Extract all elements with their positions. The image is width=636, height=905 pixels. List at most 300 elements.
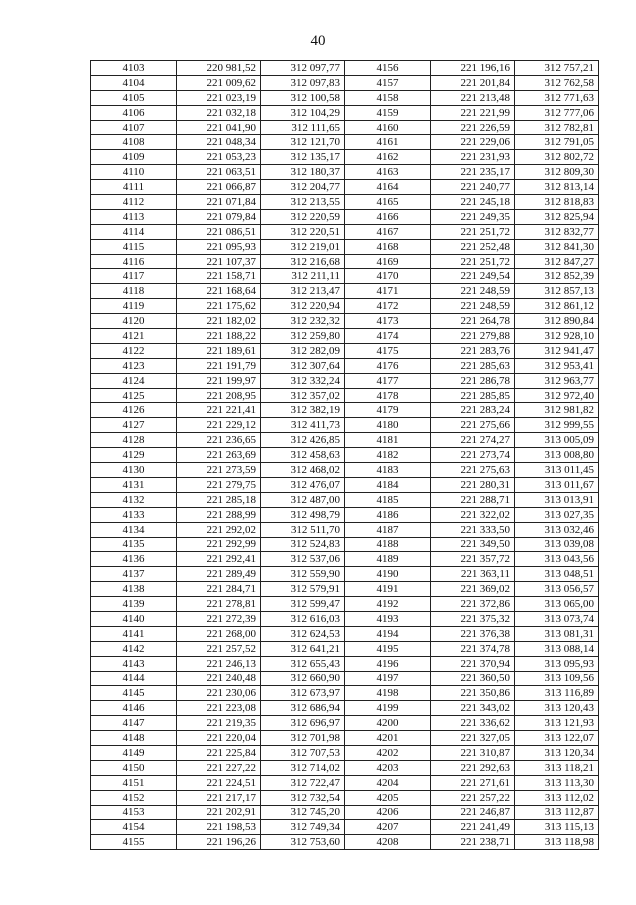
x-coordinate-cell: 221 238,71 <box>431 835 515 850</box>
x-coordinate-cell: 221 227,22 <box>177 760 261 775</box>
y-coordinate-cell: 312 660,90 <box>261 671 345 686</box>
point-number-cell: 4208 <box>345 835 431 850</box>
x-coordinate-cell: 221 095,93 <box>177 239 261 254</box>
y-coordinate-cell: 312 097,83 <box>261 75 345 90</box>
point-number-cell: 4103 <box>91 61 177 76</box>
x-coordinate-cell: 221 273,59 <box>177 463 261 478</box>
y-coordinate-cell: 312 524,83 <box>261 537 345 552</box>
x-coordinate-cell: 221 208,95 <box>177 388 261 403</box>
x-coordinate-cell: 221 248,59 <box>431 299 515 314</box>
x-coordinate-cell: 221 289,49 <box>177 567 261 582</box>
point-number-cell: 4201 <box>345 731 431 746</box>
point-number-cell: 4183 <box>345 463 431 478</box>
point-number-cell: 4142 <box>91 641 177 656</box>
point-number-cell: 4109 <box>91 150 177 165</box>
point-number-cell: 4159 <box>345 105 431 120</box>
table-row <box>91 671 599 686</box>
x-coordinate-cell: 221 245,18 <box>431 195 515 210</box>
x-coordinate-cell: 221 283,76 <box>431 343 515 358</box>
x-coordinate-cell: 221 079,84 <box>177 209 261 224</box>
table-row <box>91 463 599 478</box>
table-row <box>91 611 599 626</box>
x-coordinate-cell: 221 278,81 <box>177 597 261 612</box>
table-row <box>91 731 599 746</box>
y-coordinate-cell: 312 749,34 <box>261 820 345 835</box>
point-number-cell: 4163 <box>345 165 431 180</box>
x-coordinate-cell: 221 360,50 <box>431 671 515 686</box>
y-coordinate-cell: 312 745,20 <box>261 805 345 820</box>
point-number-cell: 4164 <box>345 180 431 195</box>
point-number-cell: 4194 <box>345 626 431 641</box>
table-row <box>91 477 599 492</box>
table-row <box>91 299 599 314</box>
x-coordinate-cell: 221 223,08 <box>177 701 261 716</box>
y-coordinate-cell: 312 782,81 <box>515 120 599 135</box>
point-number-cell: 4190 <box>345 567 431 582</box>
point-number-cell: 4134 <box>91 522 177 537</box>
y-coordinate-cell: 312 953,41 <box>515 358 599 373</box>
point-number-cell: 4169 <box>345 254 431 269</box>
y-coordinate-cell: 312 307,64 <box>261 358 345 373</box>
table-row <box>91 150 599 165</box>
x-coordinate-cell: 221 349,50 <box>431 537 515 552</box>
y-coordinate-cell: 312 382,19 <box>261 403 345 418</box>
point-number-cell: 4125 <box>91 388 177 403</box>
y-coordinate-cell: 312 232,32 <box>261 314 345 329</box>
y-coordinate-cell: 312 941,47 <box>515 343 599 358</box>
y-coordinate-cell: 312 928,10 <box>515 329 599 344</box>
x-coordinate-cell: 221 246,87 <box>431 805 515 820</box>
table-row <box>91 195 599 210</box>
point-number-cell: 4182 <box>345 448 431 463</box>
y-coordinate-cell: 313 109,56 <box>515 671 599 686</box>
point-number-cell: 4120 <box>91 314 177 329</box>
y-coordinate-cell: 312 701,98 <box>261 731 345 746</box>
y-coordinate-cell: 312 180,37 <box>261 165 345 180</box>
point-number-cell: 4200 <box>345 716 431 731</box>
point-number-cell: 4128 <box>91 433 177 448</box>
x-coordinate-cell: 221 249,54 <box>431 269 515 284</box>
y-coordinate-cell: 312 981,82 <box>515 403 599 418</box>
x-coordinate-cell: 221 189,61 <box>177 343 261 358</box>
x-coordinate-cell: 221 285,85 <box>431 388 515 403</box>
point-number-cell: 4122 <box>91 343 177 358</box>
table-row <box>91 239 599 254</box>
point-number-cell: 4146 <box>91 701 177 716</box>
x-coordinate-cell: 221 310,87 <box>431 745 515 760</box>
x-coordinate-cell: 221 292,99 <box>177 537 261 552</box>
coordinates-table-body <box>91 61 599 850</box>
point-number-cell: 4153 <box>91 805 177 820</box>
y-coordinate-cell: 312 813,14 <box>515 180 599 195</box>
x-coordinate-cell: 221 375,32 <box>431 611 515 626</box>
x-coordinate-cell: 221 213,48 <box>431 90 515 105</box>
x-coordinate-cell: 221 241,49 <box>431 820 515 835</box>
point-number-cell: 4157 <box>345 75 431 90</box>
point-number-cell: 4177 <box>345 373 431 388</box>
point-number-cell: 4155 <box>91 835 177 850</box>
y-coordinate-cell: 313 113,30 <box>515 775 599 790</box>
y-coordinate-cell: 312 847,27 <box>515 254 599 269</box>
x-coordinate-cell: 221 363,11 <box>431 567 515 582</box>
x-coordinate-cell: 221 182,02 <box>177 314 261 329</box>
y-coordinate-cell: 313 073,74 <box>515 611 599 626</box>
point-number-cell: 4198 <box>345 686 431 701</box>
y-coordinate-cell: 312 696,97 <box>261 716 345 731</box>
y-coordinate-cell: 312 104,29 <box>261 105 345 120</box>
point-number-cell: 4148 <box>91 731 177 746</box>
x-coordinate-cell: 221 285,18 <box>177 492 261 507</box>
y-coordinate-cell: 312 357,02 <box>261 388 345 403</box>
table-row <box>91 388 599 403</box>
x-coordinate-cell: 221 041,90 <box>177 120 261 135</box>
point-number-cell: 4149 <box>91 745 177 760</box>
y-coordinate-cell: 313 032,46 <box>515 522 599 537</box>
x-coordinate-cell: 221 063,51 <box>177 165 261 180</box>
y-coordinate-cell: 313 112,87 <box>515 805 599 820</box>
x-coordinate-cell: 221 357,72 <box>431 552 515 567</box>
x-coordinate-cell: 221 284,71 <box>177 582 261 597</box>
table-row <box>91 135 599 150</box>
table-row <box>91 254 599 269</box>
point-number-cell: 4176 <box>345 358 431 373</box>
point-number-cell: 4108 <box>91 135 177 150</box>
point-number-cell: 4129 <box>91 448 177 463</box>
table-row <box>91 582 599 597</box>
y-coordinate-cell: 313 118,98 <box>515 835 599 850</box>
table-row <box>91 626 599 641</box>
y-coordinate-cell: 312 771,63 <box>515 90 599 105</box>
point-number-cell: 4158 <box>345 90 431 105</box>
x-coordinate-cell: 221 107,37 <box>177 254 261 269</box>
page-number: 40 <box>310 33 326 49</box>
point-number-cell: 4126 <box>91 403 177 418</box>
point-number-cell: 4166 <box>345 209 431 224</box>
y-coordinate-cell: 313 115,13 <box>515 820 599 835</box>
x-coordinate-cell: 221 251,72 <box>431 254 515 269</box>
point-number-cell: 4131 <box>91 477 177 492</box>
point-number-cell: 4204 <box>345 775 431 790</box>
y-coordinate-cell: 313 048,51 <box>515 567 599 582</box>
point-number-cell: 4199 <box>345 701 431 716</box>
x-coordinate-cell: 221 032,18 <box>177 105 261 120</box>
table-row <box>91 567 599 582</box>
y-coordinate-cell: 312 841,30 <box>515 239 599 254</box>
x-coordinate-cell: 221 279,88 <box>431 329 515 344</box>
x-coordinate-cell: 221 240,77 <box>431 180 515 195</box>
x-coordinate-cell: 221 229,12 <box>177 418 261 433</box>
x-coordinate-cell: 221 285,63 <box>431 358 515 373</box>
x-coordinate-cell: 221 370,94 <box>431 656 515 671</box>
x-coordinate-cell: 221 240,48 <box>177 671 261 686</box>
y-coordinate-cell: 312 732,54 <box>261 790 345 805</box>
x-coordinate-cell: 221 224,51 <box>177 775 261 790</box>
point-number-cell: 4185 <box>345 492 431 507</box>
point-number-cell: 4193 <box>345 611 431 626</box>
table-row <box>91 224 599 239</box>
point-number-cell: 4187 <box>345 522 431 537</box>
y-coordinate-cell: 312 852,39 <box>515 269 599 284</box>
point-number-cell: 4160 <box>345 120 431 135</box>
y-coordinate-cell: 312 722,47 <box>261 775 345 790</box>
point-number-cell: 4135 <box>91 537 177 552</box>
point-number-cell: 4147 <box>91 716 177 731</box>
point-number-cell: 4119 <box>91 299 177 314</box>
x-coordinate-cell: 221 086,51 <box>177 224 261 239</box>
x-coordinate-cell: 221 225,84 <box>177 745 261 760</box>
point-number-cell: 4144 <box>91 671 177 686</box>
point-number-cell: 4206 <box>345 805 431 820</box>
y-coordinate-cell: 312 537,06 <box>261 552 345 567</box>
table-row <box>91 209 599 224</box>
y-coordinate-cell: 312 777,06 <box>515 105 599 120</box>
x-coordinate-cell: 221 188,22 <box>177 329 261 344</box>
table-row <box>91 597 599 612</box>
point-number-cell: 4180 <box>345 418 431 433</box>
point-number-cell: 4179 <box>345 403 431 418</box>
point-number-cell: 4167 <box>345 224 431 239</box>
x-coordinate-cell: 221 288,99 <box>177 507 261 522</box>
x-coordinate-cell: 221 273,74 <box>431 448 515 463</box>
point-number-cell: 4197 <box>345 671 431 686</box>
x-coordinate-cell: 221 226,59 <box>431 120 515 135</box>
y-coordinate-cell: 312 559,90 <box>261 567 345 582</box>
point-number-cell: 4186 <box>345 507 431 522</box>
point-number-cell: 4112 <box>91 195 177 210</box>
x-coordinate-cell: 221 257,22 <box>431 790 515 805</box>
coordinates-table <box>90 60 599 850</box>
y-coordinate-cell: 312 220,51 <box>261 224 345 239</box>
point-number-cell: 4152 <box>91 790 177 805</box>
point-number-cell: 4124 <box>91 373 177 388</box>
x-coordinate-cell: 221 235,17 <box>431 165 515 180</box>
x-coordinate-cell: 221 221,99 <box>431 105 515 120</box>
x-coordinate-cell: 221 071,84 <box>177 195 261 210</box>
point-number-cell: 4132 <box>91 492 177 507</box>
x-coordinate-cell: 221 333,50 <box>431 522 515 537</box>
x-coordinate-cell: 221 279,75 <box>177 477 261 492</box>
point-number-cell: 4121 <box>91 329 177 344</box>
table-row <box>91 165 599 180</box>
x-coordinate-cell: 221 196,26 <box>177 835 261 850</box>
table-row <box>91 418 599 433</box>
y-coordinate-cell: 312 999,55 <box>515 418 599 433</box>
x-coordinate-cell: 221 350,86 <box>431 686 515 701</box>
table-row <box>91 75 599 90</box>
point-number-cell: 4172 <box>345 299 431 314</box>
point-number-cell: 4202 <box>345 745 431 760</box>
y-coordinate-cell: 312 673,97 <box>261 686 345 701</box>
x-coordinate-cell: 221 201,84 <box>431 75 515 90</box>
point-number-cell: 4161 <box>345 135 431 150</box>
y-coordinate-cell: 312 211,11 <box>261 269 345 284</box>
y-coordinate-cell: 313 056,57 <box>515 582 599 597</box>
y-coordinate-cell: 312 861,12 <box>515 299 599 314</box>
y-coordinate-cell: 312 498,79 <box>261 507 345 522</box>
x-coordinate-cell: 221 158,71 <box>177 269 261 284</box>
y-coordinate-cell: 312 135,17 <box>261 150 345 165</box>
point-number-cell: 4188 <box>345 537 431 552</box>
point-number-cell: 4162 <box>345 150 431 165</box>
x-coordinate-cell: 221 280,31 <box>431 477 515 492</box>
y-coordinate-cell: 312 753,60 <box>261 835 345 850</box>
x-coordinate-cell: 221 257,52 <box>177 641 261 656</box>
x-coordinate-cell: 221 268,00 <box>177 626 261 641</box>
y-coordinate-cell: 312 216,68 <box>261 254 345 269</box>
y-coordinate-cell: 312 825,94 <box>515 209 599 224</box>
table-row <box>91 835 599 850</box>
table-row <box>91 433 599 448</box>
point-number-cell: 4165 <box>345 195 431 210</box>
y-coordinate-cell: 312 972,40 <box>515 388 599 403</box>
point-number-cell: 4173 <box>345 314 431 329</box>
table-row <box>91 61 599 76</box>
x-coordinate-cell: 221 288,71 <box>431 492 515 507</box>
x-coordinate-cell: 221 221,41 <box>177 403 261 418</box>
y-coordinate-cell: 313 008,80 <box>515 448 599 463</box>
y-coordinate-cell: 312 714,02 <box>261 760 345 775</box>
point-number-cell: 4170 <box>345 269 431 284</box>
point-number-cell: 4192 <box>345 597 431 612</box>
x-coordinate-cell: 221 053,23 <box>177 150 261 165</box>
y-coordinate-cell: 312 259,80 <box>261 329 345 344</box>
x-coordinate-cell: 221 175,62 <box>177 299 261 314</box>
y-coordinate-cell: 313 120,34 <box>515 745 599 760</box>
x-coordinate-cell: 221 198,53 <box>177 820 261 835</box>
y-coordinate-cell: 312 599,47 <box>261 597 345 612</box>
x-coordinate-cell: 221 369,02 <box>431 582 515 597</box>
y-coordinate-cell: 313 120,43 <box>515 701 599 716</box>
point-number-cell: 4110 <box>91 165 177 180</box>
y-coordinate-cell: 312 458,63 <box>261 448 345 463</box>
y-coordinate-cell: 313 011,67 <box>515 477 599 492</box>
point-number-cell: 4145 <box>91 686 177 701</box>
point-number-cell: 4196 <box>345 656 431 671</box>
point-number-cell: 4203 <box>345 760 431 775</box>
point-number-cell: 4207 <box>345 820 431 835</box>
y-coordinate-cell: 313 065,00 <box>515 597 599 612</box>
y-coordinate-cell: 312 121,70 <box>261 135 345 150</box>
point-number-cell: 4205 <box>345 790 431 805</box>
point-number-cell: 4130 <box>91 463 177 478</box>
y-coordinate-cell: 313 005,09 <box>515 433 599 448</box>
y-coordinate-cell: 312 616,03 <box>261 611 345 626</box>
y-coordinate-cell: 312 511,70 <box>261 522 345 537</box>
point-number-cell: 4168 <box>345 239 431 254</box>
x-coordinate-cell: 221 168,64 <box>177 284 261 299</box>
x-coordinate-cell: 221 292,41 <box>177 552 261 567</box>
point-number-cell: 4115 <box>91 239 177 254</box>
y-coordinate-cell: 312 426,85 <box>261 433 345 448</box>
x-coordinate-cell: 221 048,34 <box>177 135 261 150</box>
table-row <box>91 373 599 388</box>
y-coordinate-cell: 312 686,94 <box>261 701 345 716</box>
x-coordinate-cell: 221 374,78 <box>431 641 515 656</box>
point-number-cell: 4175 <box>345 343 431 358</box>
table-row <box>91 790 599 805</box>
y-coordinate-cell: 312 220,94 <box>261 299 345 314</box>
point-number-cell: 4106 <box>91 105 177 120</box>
y-coordinate-cell: 312 762,58 <box>515 75 599 90</box>
y-coordinate-cell: 313 043,56 <box>515 552 599 567</box>
table-row <box>91 403 599 418</box>
x-coordinate-cell: 221 199,97 <box>177 373 261 388</box>
y-coordinate-cell: 312 220,59 <box>261 209 345 224</box>
y-coordinate-cell: 312 890,84 <box>515 314 599 329</box>
y-coordinate-cell: 312 818,83 <box>515 195 599 210</box>
point-number-cell: 4111 <box>91 180 177 195</box>
table-row <box>91 805 599 820</box>
point-number-cell: 4123 <box>91 358 177 373</box>
point-number-cell: 4143 <box>91 656 177 671</box>
x-coordinate-cell: 221 292,63 <box>431 760 515 775</box>
x-coordinate-cell: 221 248,59 <box>431 284 515 299</box>
table-row <box>91 120 599 135</box>
y-coordinate-cell: 312 100,58 <box>261 90 345 105</box>
y-coordinate-cell: 313 116,89 <box>515 686 599 701</box>
table-row <box>91 105 599 120</box>
x-coordinate-cell: 221 191,79 <box>177 358 261 373</box>
y-coordinate-cell: 312 468,02 <box>261 463 345 478</box>
table-row <box>91 716 599 731</box>
y-coordinate-cell: 312 487,00 <box>261 492 345 507</box>
point-number-cell: 4154 <box>91 820 177 835</box>
table-row <box>91 507 599 522</box>
point-number-cell: 4117 <box>91 269 177 284</box>
table-row <box>91 641 599 656</box>
y-coordinate-cell: 313 112,02 <box>515 790 599 805</box>
table-row <box>91 343 599 358</box>
y-coordinate-cell: 312 641,21 <box>261 641 345 656</box>
point-number-cell: 4136 <box>91 552 177 567</box>
point-number-cell: 4174 <box>345 329 431 344</box>
y-coordinate-cell: 312 857,13 <box>515 284 599 299</box>
x-coordinate-cell: 221 251,72 <box>431 224 515 239</box>
x-coordinate-cell: 221 322,02 <box>431 507 515 522</box>
x-coordinate-cell: 221 271,61 <box>431 775 515 790</box>
table-row <box>91 686 599 701</box>
point-number-cell: 4171 <box>345 284 431 299</box>
point-number-cell: 4191 <box>345 582 431 597</box>
x-coordinate-cell: 221 249,35 <box>431 209 515 224</box>
point-number-cell: 4133 <box>91 507 177 522</box>
x-coordinate-cell: 220 981,52 <box>177 61 261 76</box>
table-row <box>91 552 599 567</box>
x-coordinate-cell: 221 263,69 <box>177 448 261 463</box>
table-row <box>91 448 599 463</box>
point-number-cell: 4138 <box>91 582 177 597</box>
x-coordinate-cell: 221 229,06 <box>431 135 515 150</box>
point-number-cell: 4107 <box>91 120 177 135</box>
y-coordinate-cell: 312 757,21 <box>515 61 599 76</box>
table-row <box>91 820 599 835</box>
x-coordinate-cell: 221 272,39 <box>177 611 261 626</box>
y-coordinate-cell: 312 963,77 <box>515 373 599 388</box>
x-coordinate-cell: 221 343,02 <box>431 701 515 716</box>
point-number-cell: 4116 <box>91 254 177 269</box>
point-number-cell: 4105 <box>91 90 177 105</box>
x-coordinate-cell: 221 202,91 <box>177 805 261 820</box>
table-row <box>91 656 599 671</box>
y-coordinate-cell: 312 476,07 <box>261 477 345 492</box>
point-number-cell: 4178 <box>345 388 431 403</box>
point-number-cell: 4150 <box>91 760 177 775</box>
y-coordinate-cell: 312 655,43 <box>261 656 345 671</box>
y-coordinate-cell: 312 111,65 <box>261 120 345 135</box>
x-coordinate-cell: 221 275,66 <box>431 418 515 433</box>
y-coordinate-cell: 312 411,73 <box>261 418 345 433</box>
table-row <box>91 284 599 299</box>
